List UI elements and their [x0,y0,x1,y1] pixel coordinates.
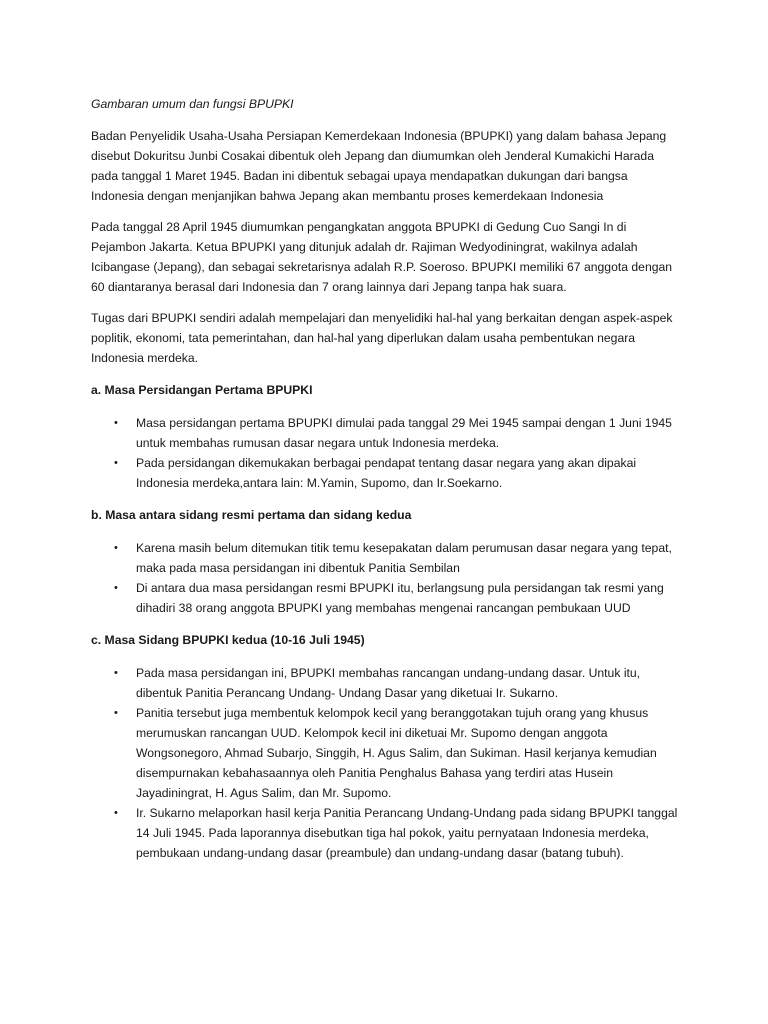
list-item-text: Masa persidangan pertama BPUPKI dimulai pada tanggal 29 Mei 1945 sampai dengan 1 Juni 1945 untuk membahas rumusan dasar negara untuk Indonesia merdeka. [136,416,672,450]
list-item-text: Karena masih belum ditemukan titik temu kesepakatan dalam perumusan dasar negara yang tepat, maka pada masa persidangan ini dibentuk Panitia Sembilan [136,541,672,575]
bullet-icon: • [114,417,118,429]
section-heading-a: a. Masa Persidangan Pertama BPUPKI [91,383,313,397]
list-item-text: Di antara dua masa persidangan resmi BPUPKI itu, berlangsung pula persidangan tak resmi yang dihadiri 38 orang anggota BPUPKI yang membahas mengenai rancangan pembukaan UUD [136,581,664,615]
bullet-icon: • [114,707,118,719]
list-item [91,538,681,578]
list-item-text: Pada masa persidangan ini, BPUPKI membahas rancangan undang-undang dasar. Untuk itu, dibentuk Panitia Perancang Undang- Undang Dasar yang diketuai Ir. Sukarno. [136,666,641,700]
list-item-text: Pada persidangan dikemukakan berbagai pendapat tentang dasar negara yang akan dipakai Indonesia merdeka,antara lain: M.Yamin, Supomo, dan Ir.Soekarno. [136,456,637,490]
paragraph-intro: Badan Penyelidik Usaha-Usaha Persiapan Kemerdekaan Indonesia (BPUPKI) yang dalam bahasa Jepang disebut Dokuritsu Junbi Cosakai dibentuk oleh Jepang dan diumumkan oleh Jenderal Kumakichi Harada pada tanggal 1 Maret 1945. Badan ini dibentuk sebagai upaya mendapatkan dukungan dari bangsa Indonesia dengan menjanjikan bahwa Jepang akan membantu proses kemerdekaan Indonesia [91,129,667,203]
bullet-list-b [91,538,681,618]
bullet-list-c [91,663,681,863]
bullet-list-a [91,413,681,493]
bullet-icon: • [114,667,118,679]
list-item [91,453,681,493]
section-heading-b: b. Masa antara sidang resmi pertama dan sidang kedua [91,508,412,522]
list-item [91,663,681,703]
bullet-icon: • [114,582,118,594]
list-item [91,413,681,453]
list-item-text: Ir. Sukarno melaporkan hasil kerja Panitia Perancang Undang-Undang pada sidang BPUPKI tanggal 14 Juli 1945. Pada laporannya disebutkan tiga hal pokok, yaitu pernyataan Indonesia merdeka, pembukaan undang-undang dasar (preambule) dan undang-undang dasar (batang tubuh). [136,806,678,860]
list-item [91,703,681,803]
document-page [91,94,681,872]
list-item-text: Panitia tersebut juga membentuk kelompok kecil yang beranggotakan tujuh orang yang khusus merumuskan rancangan UUD. Kelompok kecil ini diketuai Mr. Supomo dengan anggota Wongsonegoro, Ahmad Subarjo, Singgih, H. Agus Salim, dan Sukiman. Hasil kerjanya kemudian disempurnakan kebahasaannya oleh Panitia Penghalus Bahasa yang terdiri atas Husein Jayadiningrat, H. Agus Salim, dan Mr. Supomo. [136,706,657,800]
document-title: Gambaran umum dan fungsi BPUPKI [91,97,294,111]
bullet-icon: • [114,807,118,819]
list-item [91,803,681,863]
bullet-icon: • [114,457,118,469]
paragraph-members: Pada tanggal 28 April 1945 diumumkan pengangkatan anggota BPUPKI di Gedung Cuo Sangi In di Pejambon Jakarta. Ketua BPUPKI yang ditunjuk adalah dr. Rajiman Wedyodiningrat, wakilnya adalah Icibangase (Jepang), dan sebagai sekretarisnya adalah R.P. Soeroso. BPUPKI memiliki 67 anggota dengan 60 diantaranya berasal dari Indonesia dan 7 orang lainnya dari Jepang tanpa hak suara. [91,220,673,294]
bullet-icon: • [114,542,118,554]
paragraph-tasks: Tugas dari BPUPKI sendiri adalah mempelajari dan menyelidiki hal-hal yang berkaitan dengan aspek-aspek poplitik, ekonomi, tata pemerintahan, dan hal-hal yang diperlukan dalam usaha pembentukan negara Indonesia merdeka. [91,311,673,365]
section-heading-c: c. Masa Sidang BPUPKI kedua (10-16 Juli 1945) [91,633,365,647]
list-item [91,578,681,618]
